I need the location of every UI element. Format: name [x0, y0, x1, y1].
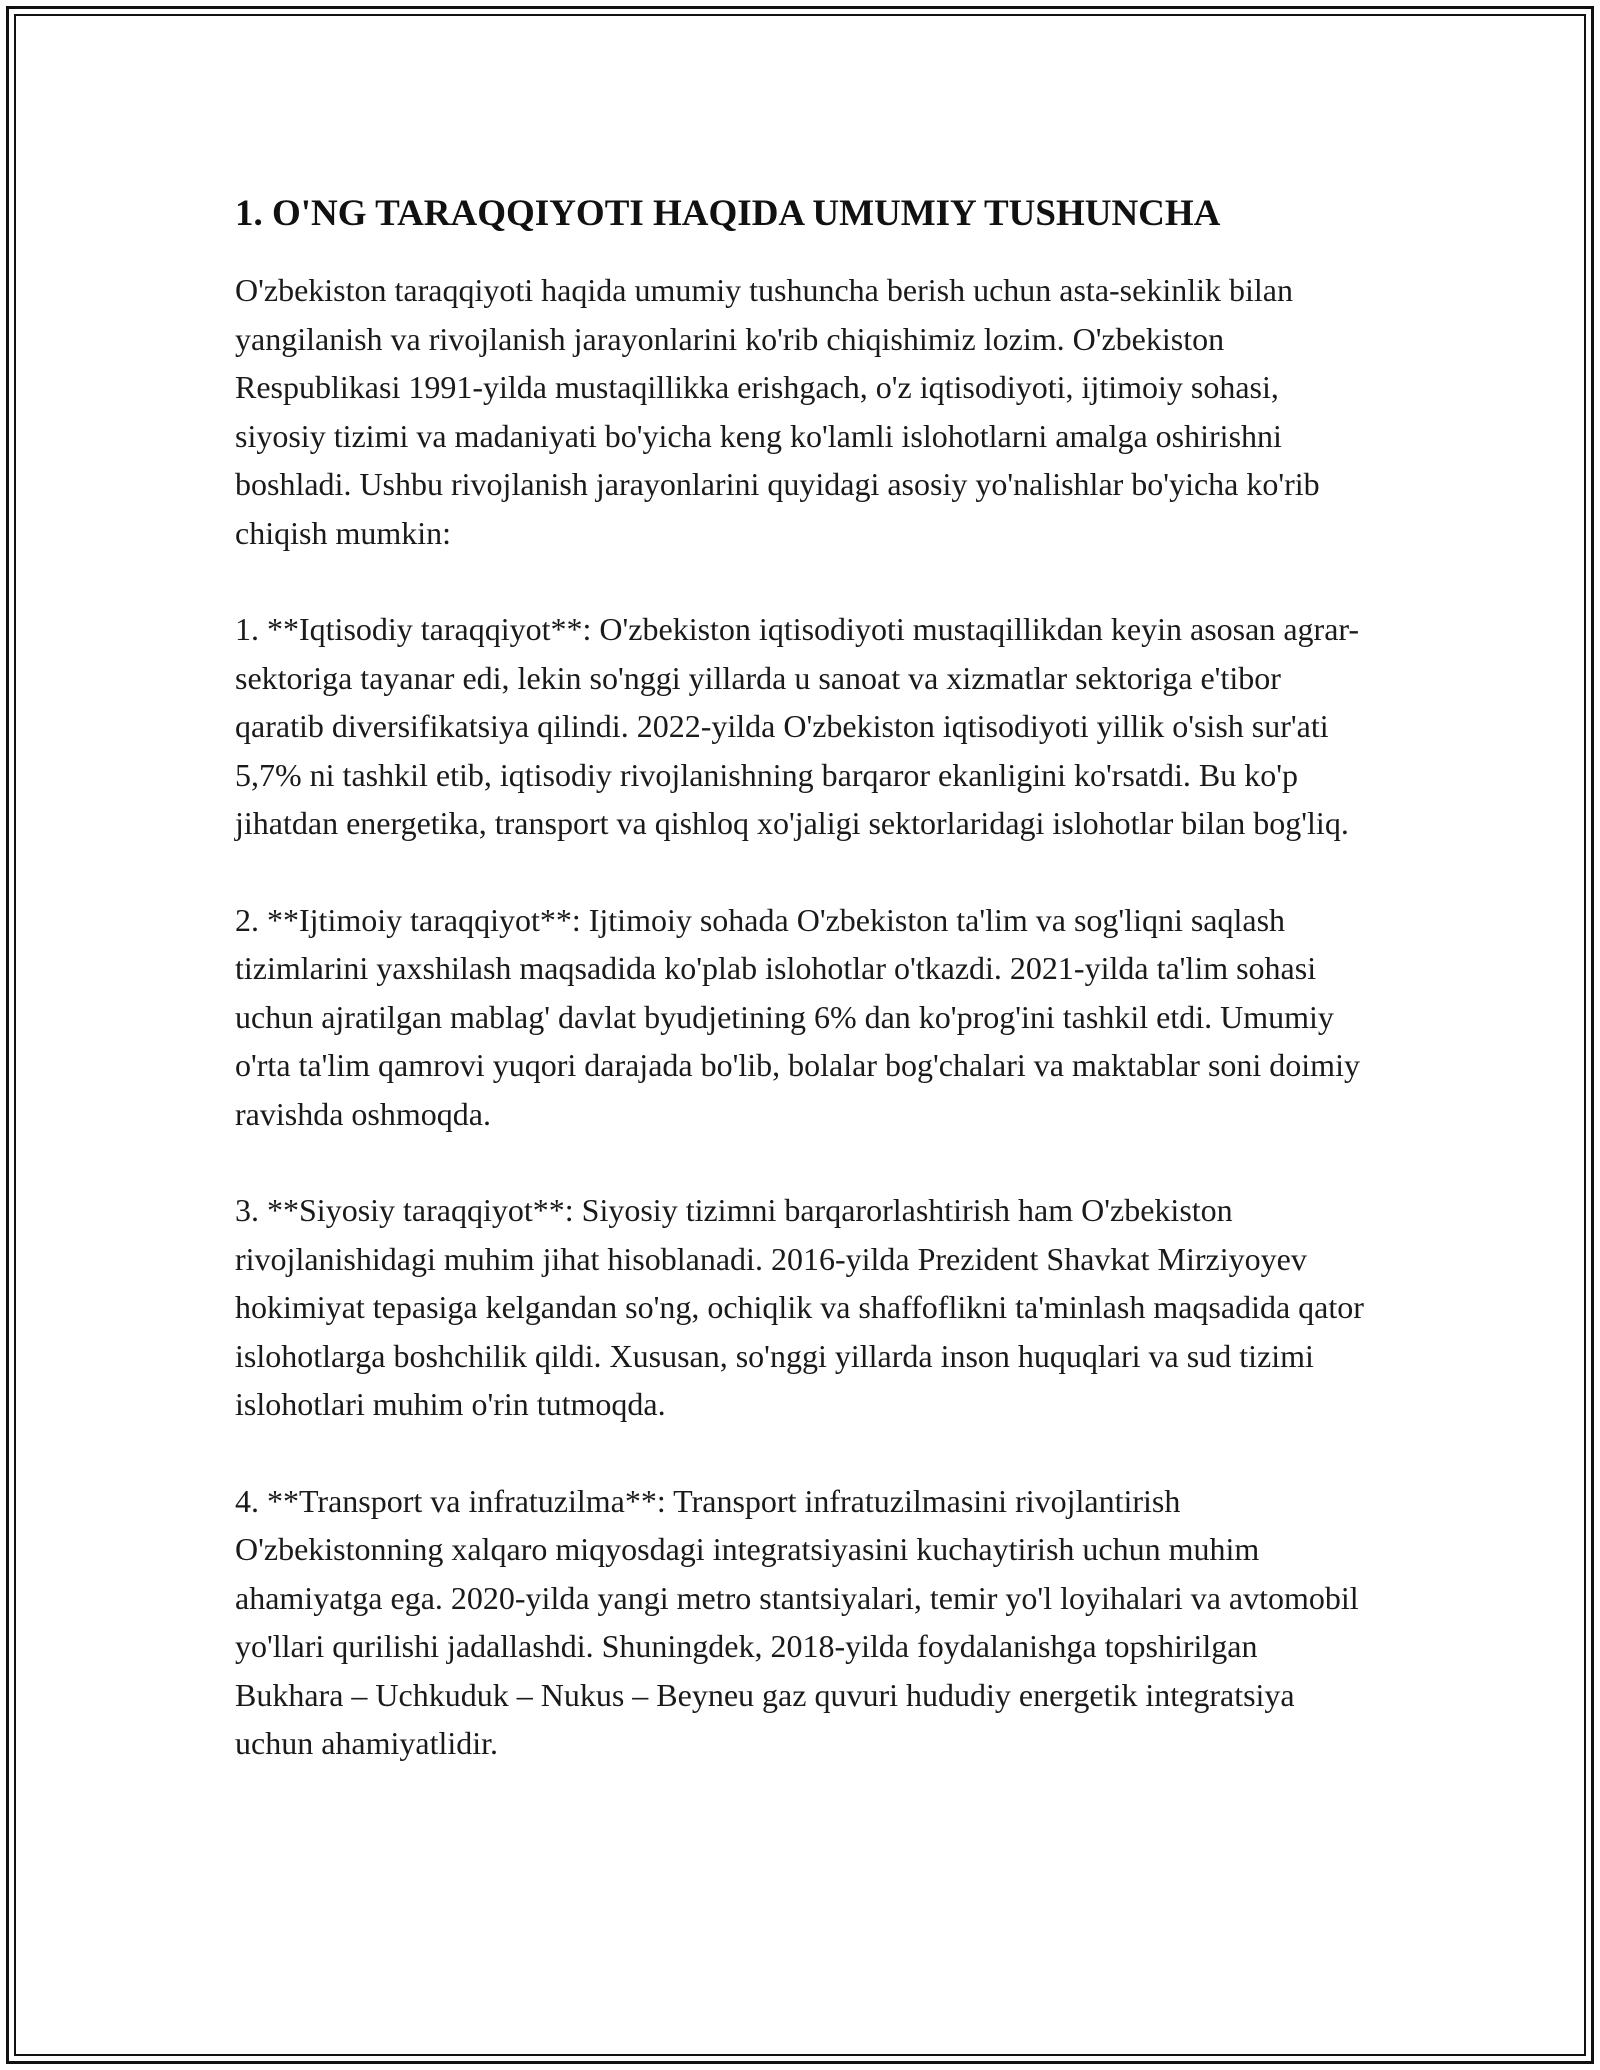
- economic-development-paragraph: 1. **Iqtisodiy taraqqiyot**: O'zbekiston iqtisodiyoti mustaqillikdan keyin asosan agrar-sektoriga tayanar edi, lekin so'nggi yillarda u sanoat va xizmatlar sektoriga e'tibor qaratib diversifikatsiya qilindi. 2022-yilda O'zbekiston iqtisodiyoti yillik o'sish sur'ati 5,7% ni tashkil etib, iqtisodiy rivojlanishning barqaror ekanligini ko'rsatdi. Bu ko'p jihatdan energetika, transport va qishloq xo'jaligi sektorlaridagi islohotlar bilan bog'liq.: [235, 611, 1360, 841]
- political-development-paragraph: 3. **Siyosiy taraqqiyot**: Siyosiy tizimni barqarorlashtirish ham O'zbekiston rivojlanishidagi muhim jihat hisoblanadi. 2016-yilda Prezident Shavkat Mirziyoyev hokimiyat tepasiga kelgandan so'ng, ochiqlik va shaffoflikni ta'minlash maqsadida qator islohotlarga boshchilik qildi. Xususan, so'nggi yillarda inson huquqlari va sud tizimi islohotlari muhim o'rin tutmoqda.: [235, 1192, 1364, 1422]
- section-heading: 1. O'NG TARAQQIYOTI HAQIDA UMUMIY TUSHUNCHA: [235, 193, 1221, 234]
- intro-paragraph: O'zbekiston taraqqiyoti haqida umumiy tushuncha berish uchun asta-sekinlik bilan yangilanish va rivojlanish jarayonlarini ko'rib chiqishimiz lozim. O'zbekiston Respublikasi 1991-yilda mustaqillikka erishgach, o'z iqtisodiyoti, ijtimoiy sohasi, siyosiy tizimi va madaniyati bo'yicha keng ko'lamli islohotlarni amalga oshirishni boshladi. Ushbu rivojlanish jarayonlarini quyidagi asosiy yo'nalishlar bo'yicha ko'rib chiqish mumkin:: [235, 272, 1320, 551]
- document-body: [235, 188, 1370, 1816]
- transport-infrastructure-paragraph: 4. **Transport va infratuzilma**: Transport infratuzilmasini rivojlantirish O'zbekistonning xalqaro miqyosdagi integratsiyasini kuchaytirish uchun muhim ahamiyatga ega. 2020-yilda yangi metro stantsiyalari, temir yo'l loyihalari va avtomobil yo'llari qurilishi jadallashdi. Shuningdek, 2018-yilda foydalanishga topshirilgan Bukhara – Uchkuduk – Nukus – Beyneu gaz quvuri hududiy energetik integratsiya uchun ahamiyatlidir.: [235, 1482, 1359, 1761]
- social-development-paragraph: 2. **Ijtimoiy taraqqiyot**: Ijtimoiy sohada O'zbekiston ta'lim va sog'liqni saqlash tizimlarini yaxshilash maqsadida ko'plab islohotlar o'tkazdi. 2021-yilda ta'lim sohasi uchun ajratilgan mablag' davlat byudjetining 6% dan ko'prog'ini tashkil etdi. Umumiy o'rta ta'lim qamrovi yuqori darajada bo'lib, bolalar bog'chalari va maktablar soni doimiy ravishda oshmoqda.: [235, 901, 1360, 1132]
